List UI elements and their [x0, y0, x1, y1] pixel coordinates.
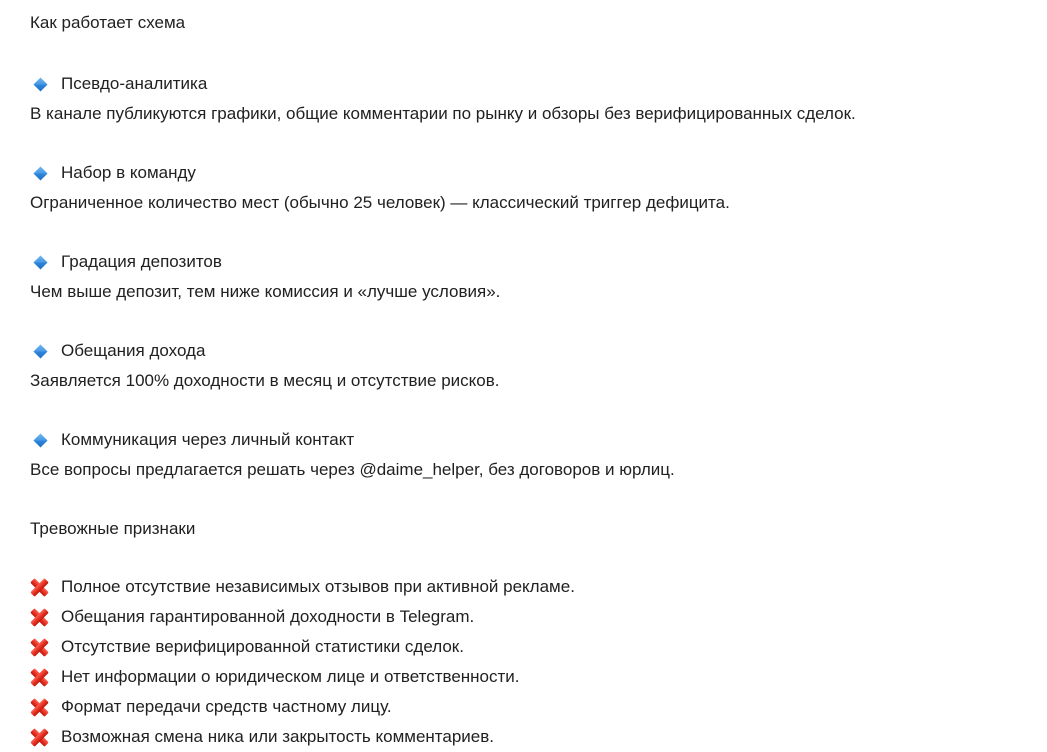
list-item	[30, 632, 1019, 662]
warning-text: Обещания гарантированной доходности в Telegram.	[61, 607, 475, 626]
list-item	[30, 722, 1019, 752]
section-heading: Градация депозитов	[61, 252, 222, 271]
warning-text: Возможная смена ника или закрытость комментариев.	[61, 727, 494, 746]
red-cross-icon	[30, 668, 49, 687]
red-cross-icon	[30, 638, 49, 657]
section-heading-row	[30, 247, 1019, 277]
section-heading-row	[30, 336, 1019, 366]
section-heading-row	[30, 158, 1019, 188]
red-cross-icon	[30, 698, 49, 717]
red-cross-icon	[30, 608, 49, 627]
scheme-section	[30, 247, 1019, 307]
list-item	[30, 602, 1019, 632]
section-body: Все вопросы предлагается решать через @daime_helper, без договоров и юрлиц.	[30, 460, 675, 479]
list-item	[30, 572, 1019, 602]
warnings-title: Тревожные признаки	[30, 519, 196, 538]
blue-diamond-icon	[33, 77, 48, 92]
section-heading: Коммуникация через личный контакт	[61, 430, 355, 449]
section-body: Чем выше депозит, тем ниже комиссия и «лучше условия».	[30, 282, 501, 301]
warnings-list	[30, 572, 1019, 752]
blue-diamond-icon	[33, 255, 48, 270]
scheme-section	[30, 336, 1019, 396]
warning-text: Нет информации о юридическом лице и ответственности.	[61, 667, 520, 686]
section-heading-row	[30, 69, 1019, 99]
page-title: Как работает схема	[30, 13, 186, 32]
blue-diamond-icon	[33, 166, 48, 181]
section-body: Ограниченное количество мест (обычно 25 человек) — классический триггер дефицита.	[30, 193, 730, 212]
red-cross-icon	[30, 728, 49, 747]
scheme-section	[30, 158, 1019, 218]
section-heading-row	[30, 425, 1019, 455]
section-body: Заявляется 100% доходности в месяц и отсутствие рисков.	[30, 371, 500, 390]
list-item	[30, 662, 1019, 692]
warning-text: Полное отсутствие независимых отзывов при активной рекламе.	[61, 577, 575, 596]
blue-diamond-icon	[33, 344, 48, 359]
scheme-section	[30, 69, 1019, 129]
section-heading: Набор в команду	[61, 163, 196, 182]
red-cross-icon	[30, 578, 49, 597]
scheme-section	[30, 425, 1019, 485]
warning-text: Отсутствие верифицированной статистики сделок.	[61, 637, 464, 656]
blue-diamond-icon	[33, 433, 48, 448]
list-item	[30, 692, 1019, 722]
section-heading: Обещания дохода	[61, 341, 206, 360]
section-heading: Псевдо-аналитика	[61, 74, 208, 93]
warning-text: Формат передачи средств частному лицу.	[61, 697, 392, 716]
section-body: В канале публикуются графики, общие комментарии по рынку и обзоры без верифицированных сделок.	[30, 104, 856, 123]
